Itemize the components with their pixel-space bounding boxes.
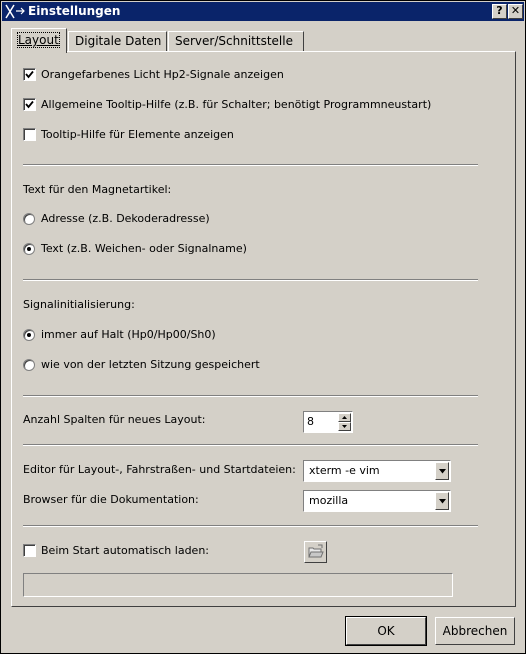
layout-tab-panel <box>11 51 516 607</box>
columns-label: Anzahl Spalten für neues Layout: <box>23 413 206 426</box>
signal-saved-label[interactable]: wie von der letzten Sitzung gespeichert <box>41 358 260 371</box>
autoload-label[interactable]: Beim Start automatisch laden: <box>41 544 210 557</box>
editor-label: Editor für Layout-, Fahrstraßen- und Startdateien: <box>23 463 296 476</box>
signal-heading: Signalinitialisierung: <box>23 298 135 311</box>
magnet-address-label[interactable]: Adresse (z.B. Dekoderadresse) <box>41 212 210 225</box>
app-x-icon <box>5 4 25 19</box>
editor-value[interactable]: xterm -e vim <box>309 464 380 477</box>
browser-value[interactable]: mozilla <box>309 494 349 507</box>
signal-halt-label[interactable]: immer auf Halt (Hp0/Hp00/Sh0) <box>41 328 216 341</box>
tab-digitale-daten[interactable]: Digitale Daten <box>68 31 167 51</box>
browser-label: Browser für die Dokumentation: <box>23 493 199 506</box>
magnet-heading: Text für den Magnetartikel: <box>23 183 172 196</box>
close-button[interactable]: ✕ <box>508 4 523 19</box>
magnet-text-label[interactable]: Text (z.B. Weichen- oder Signalname) <box>41 242 247 255</box>
tab-server-schnittstelle[interactable]: Server/Schnittstelle <box>168 31 304 51</box>
cancel-button[interactable]: Abbrechen <box>435 617 515 645</box>
ok-button[interactable]: OK <box>346 617 426 645</box>
tooltip-general-label[interactable]: Allgemeine Tooltip-Hilfe (z.B. für Schalter; benötigt Programmneustart) <box>41 98 432 111</box>
hp2-signal-label[interactable]: Orangefarbenes Licht Hp2-Signale anzeigen <box>41 68 284 81</box>
help-button[interactable]: ? <box>492 4 507 19</box>
title-bar[interactable] <box>2 2 524 21</box>
window-title: Einstellungen <box>28 4 121 18</box>
tooltip-elements-label[interactable]: Tooltip-Hilfe für Elemente anzeigen <box>41 128 234 141</box>
columns-value[interactable]: 8 <box>307 415 314 428</box>
tab-layout[interactable]: Layout <box>11 28 67 53</box>
